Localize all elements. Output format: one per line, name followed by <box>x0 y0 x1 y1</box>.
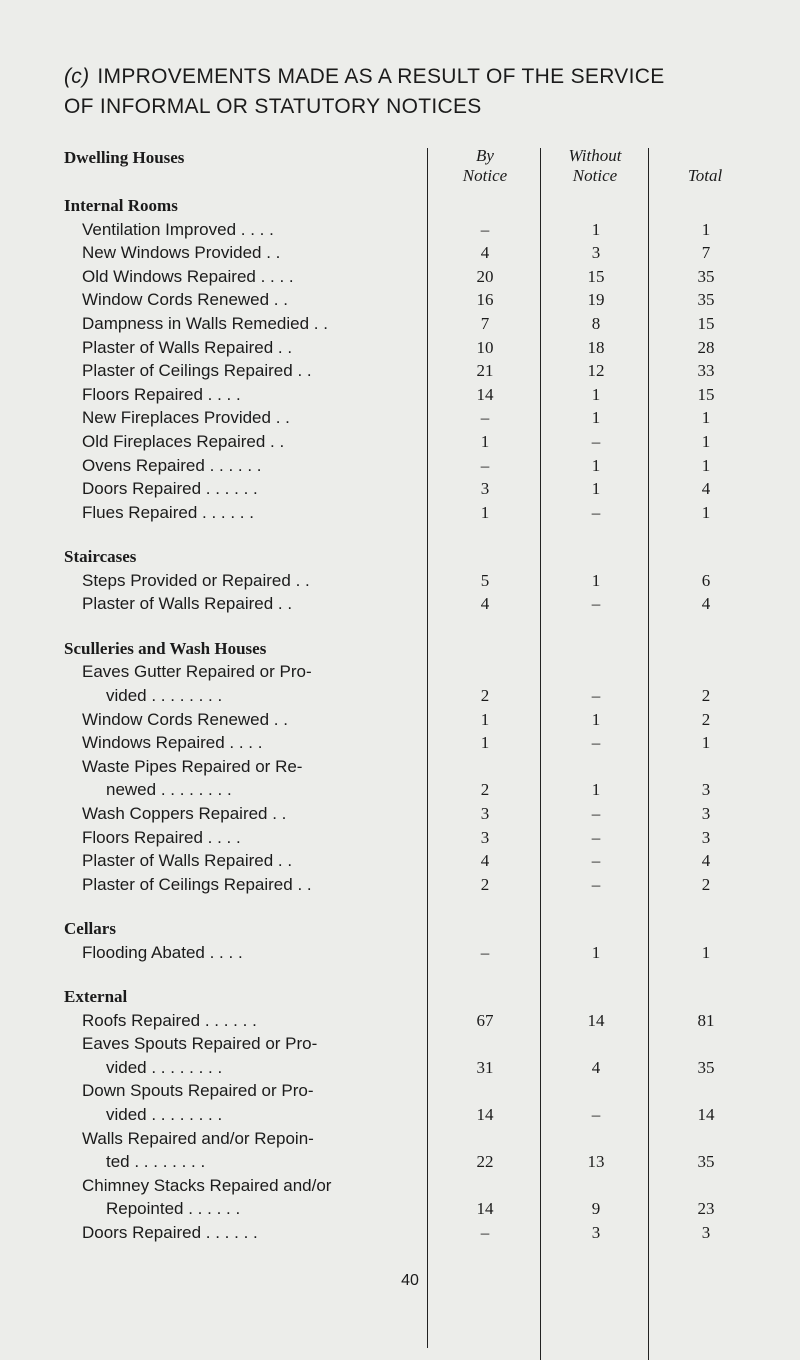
total-value: 2 <box>701 874 711 894</box>
row-label: vided . . . . . . . . <box>106 1105 223 1125</box>
without-notice-value: 9 <box>591 1199 601 1219</box>
without-notice-value: – <box>591 874 601 894</box>
total-value: 23 <box>697 1199 715 1219</box>
table-section-heading <box>0 194 800 218</box>
total-value: 6 <box>701 570 711 590</box>
table-row <box>0 288 800 312</box>
section-heading-label: Sculleries and Wash Houses <box>64 638 267 658</box>
table-row <box>0 1056 800 1080</box>
row-label: Plaster of Walls Repaired . . <box>82 851 293 871</box>
without-notice-value: 3 <box>591 243 601 263</box>
without-notice-value: 13 <box>587 1152 605 1172</box>
without-notice-value: 4 <box>591 1057 601 1077</box>
row-label: Floors Repaired . . . . <box>82 384 241 404</box>
table-row <box>0 1221 800 1245</box>
table-row <box>0 1079 800 1103</box>
table-row <box>0 336 800 360</box>
table-row <box>0 1197 800 1221</box>
row-label: Window Cords Renewed . . <box>82 290 288 310</box>
by-notice-value: 4 <box>480 594 490 614</box>
row-label: Old Fireplaces Repaired . . <box>82 432 285 451</box>
row-label: Waste Pipes Repaired or Re- <box>82 756 303 776</box>
table-row <box>0 1150 800 1174</box>
without-notice-value: – <box>591 432 601 451</box>
row-label: Wash Coppers Repaired . . <box>82 803 287 823</box>
row-label: Down Spouts Repaired or Pro- <box>82 1081 314 1101</box>
without-notice-value: – <box>591 803 601 823</box>
total-value: 14 <box>697 1105 715 1125</box>
table-row <box>0 241 800 265</box>
by-notice-value: 1 <box>480 733 490 753</box>
by-notice-value: – <box>480 219 490 239</box>
row-label: Doors Repaired . . . . . . <box>82 1223 258 1243</box>
without-notice-value: 15 <box>587 266 605 286</box>
by-notice-value: – <box>480 942 490 962</box>
by-notice-value: 5 <box>480 570 490 590</box>
row-label: Plaster of Ceilings Repaired . . <box>82 874 312 894</box>
row-label: Repointed . . . . . . <box>106 1199 241 1219</box>
total-value: 2 <box>701 709 711 729</box>
without-notice-value: 1 <box>591 384 601 404</box>
table-row <box>0 684 800 708</box>
total-value: 7 <box>701 243 711 263</box>
total-value: 1 <box>701 432 711 451</box>
row-label: Eaves Spouts Repaired or Pro- <box>82 1034 318 1054</box>
total-value: 4 <box>701 594 711 614</box>
section-heading-dwelling-houses: Dwelling Houses <box>64 148 185 167</box>
without-notice-value: 8 <box>591 314 601 333</box>
row-label: New Windows Provided . . <box>82 243 281 263</box>
section-label: (c) <box>64 65 90 88</box>
without-notice-value: – <box>591 1105 601 1125</box>
row-label: Windows Repaired . . . . <box>82 733 263 753</box>
row-label: Floors Repaired . . . . <box>82 827 241 847</box>
table-row <box>0 383 800 407</box>
by-notice-value: 14 <box>476 384 494 404</box>
row-label: Roofs Repaired . . . . . . <box>82 1010 257 1030</box>
row-label: Eaves Gutter Repaired or Pro- <box>82 662 312 682</box>
row-label: Chimney Stacks Repaired and/or <box>82 1175 332 1195</box>
total-value: 33 <box>697 361 715 381</box>
by-notice-value: – <box>480 408 490 428</box>
total-value: 28 <box>697 337 715 357</box>
by-notice-value: 4 <box>480 243 490 263</box>
table-row <box>0 802 800 826</box>
total-value: 3 <box>701 780 711 800</box>
by-notice-value: 1 <box>480 502 490 522</box>
table-row <box>0 265 800 289</box>
without-notice-value: – <box>591 827 601 847</box>
by-notice-value: 14 <box>476 1199 494 1219</box>
without-notice-value: 1 <box>591 942 601 962</box>
table-row <box>0 731 800 755</box>
total-value: 35 <box>697 266 715 286</box>
total-value: 1 <box>701 942 711 962</box>
total-value: 35 <box>697 1057 715 1077</box>
table-row <box>0 755 800 779</box>
by-notice-value: – <box>480 455 490 475</box>
without-notice-value: 12 <box>587 361 605 381</box>
table-section-heading <box>0 917 800 941</box>
section-heading-label: External <box>64 987 128 1007</box>
row-label: Doors Repaired . . . . . . <box>82 479 258 499</box>
by-notice-value: 31 <box>476 1057 494 1077</box>
table-row <box>0 941 800 965</box>
by-notice-value: 1 <box>480 709 490 729</box>
table-row <box>0 708 800 732</box>
by-notice-value: 2 <box>480 874 490 894</box>
page-title <box>64 62 784 122</box>
row-label: newed . . . . . . . . <box>106 780 232 800</box>
table-row <box>0 218 800 242</box>
column-header-total: Total <box>687 166 723 185</box>
without-notice-value: 19 <box>587 290 605 310</box>
total-value: 35 <box>697 1152 715 1172</box>
table-row <box>0 430 800 454</box>
total-value: 4 <box>701 479 711 499</box>
row-label: vided . . . . . . . . <box>106 685 223 705</box>
without-notice-value: 1 <box>591 455 601 475</box>
by-notice-value: 21 <box>476 361 494 381</box>
by-notice-value: – <box>480 1223 490 1243</box>
without-notice-value: 1 <box>591 479 601 499</box>
table-row <box>0 359 800 383</box>
table-row <box>0 501 800 525</box>
total-value: 1 <box>701 408 711 428</box>
table-row <box>0 1127 800 1151</box>
total-value: 1 <box>701 455 711 475</box>
row-label: Dampness in Walls Remedied . . <box>82 314 328 333</box>
by-notice-value: 3 <box>480 803 490 823</box>
without-notice-value: – <box>591 685 601 705</box>
total-value: 35 <box>697 290 715 310</box>
by-notice-value: 67 <box>476 1010 494 1030</box>
table-row <box>0 1009 800 1033</box>
section-heading-label: Cellars <box>64 919 116 939</box>
page-number: 40 <box>401 1272 419 1289</box>
without-notice-value: 1 <box>591 408 601 428</box>
without-notice-value: – <box>591 851 601 871</box>
table-section-heading <box>0 637 800 661</box>
table-row <box>0 1032 800 1056</box>
without-notice-value: 1 <box>591 570 601 590</box>
without-notice-value: – <box>591 502 601 522</box>
total-value: 15 <box>697 384 715 404</box>
total-value: 4 <box>701 851 711 871</box>
by-notice-value: 2 <box>480 780 490 800</box>
by-notice-value: 3 <box>480 827 490 847</box>
total-value: 2 <box>701 685 711 705</box>
by-notice-value: 7 <box>480 314 490 333</box>
table-row <box>0 660 800 684</box>
total-value: 3 <box>701 1223 711 1243</box>
by-notice-value: 10 <box>476 337 494 357</box>
row-label: Plaster of Walls Repaired . . <box>82 594 293 614</box>
title-line-1: IMPROVEMENTS MADE AS A RESULT OF THE SERVICE <box>97 65 665 88</box>
row-label: Old Windows Repaired . . . . <box>82 266 294 286</box>
table-row <box>0 477 800 501</box>
row-label: Ventilation Improved . . . . <box>82 219 274 239</box>
row-label: Ovens Repaired . . . . . . <box>82 455 262 475</box>
total-value: 81 <box>697 1010 715 1030</box>
section-heading-label: Staircases <box>64 547 137 567</box>
table-row <box>0 592 800 616</box>
row-label: New Fireplaces Provided . . <box>82 408 290 428</box>
without-notice-value: – <box>591 733 601 753</box>
table-row <box>0 454 800 478</box>
table-row <box>0 849 800 873</box>
table-section-heading <box>0 985 800 1009</box>
column-header-by-notice: By Notice <box>462 146 508 185</box>
without-notice-value: 1 <box>591 780 601 800</box>
row-label: Walls Repaired and/or Repoin- <box>82 1128 314 1148</box>
table-row <box>0 778 800 802</box>
without-notice-value: 1 <box>591 709 601 729</box>
without-notice-value: 14 <box>587 1010 605 1030</box>
by-notice-value: 20 <box>476 266 494 286</box>
row-label: Flooding Abated . . . . <box>82 942 243 962</box>
by-notice-value: 4 <box>480 851 490 871</box>
total-value: 3 <box>701 803 711 823</box>
row-label: vided . . . . . . . . <box>106 1057 223 1077</box>
total-value: 15 <box>697 314 715 333</box>
row-label: Plaster of Ceilings Repaired . . <box>82 361 312 381</box>
without-notice-value: 18 <box>587 337 605 357</box>
row-label: Flues Repaired . . . . . . <box>82 502 254 522</box>
table-section-heading <box>0 545 800 569</box>
by-notice-value: 3 <box>480 479 490 499</box>
row-label: ted . . . . . . . . <box>106 1152 206 1172</box>
by-notice-value: 16 <box>476 290 494 310</box>
row-label: Steps Provided or Repaired . . <box>82 570 310 590</box>
total-value: 3 <box>701 827 711 847</box>
title-line-2: OF INFORMAL OR STATUTORY NOTICES <box>64 95 482 118</box>
by-notice-value: 2 <box>480 685 490 705</box>
by-notice-value: 22 <box>476 1152 494 1172</box>
total-value: 1 <box>701 502 711 522</box>
table-row <box>0 406 800 430</box>
table-row <box>0 1174 800 1198</box>
without-notice-value: 3 <box>591 1223 601 1243</box>
without-notice-value: – <box>591 594 601 614</box>
by-notice-value: 1 <box>480 432 490 451</box>
table-row <box>0 826 800 850</box>
row-label: Plaster of Walls Repaired . . <box>82 337 293 357</box>
total-value: 1 <box>701 219 711 239</box>
row-label: Window Cords Renewed . . <box>82 709 288 729</box>
table-row <box>0 873 800 897</box>
table-row <box>0 312 800 336</box>
column-header-without-notice: Without Notice <box>568 146 622 185</box>
table-row <box>0 1103 800 1127</box>
table-row <box>0 569 800 593</box>
without-notice-value: 1 <box>591 219 601 239</box>
by-notice-value: 14 <box>476 1105 494 1125</box>
total-value: 1 <box>701 733 711 753</box>
section-heading-label: Internal Rooms <box>64 196 178 215</box>
